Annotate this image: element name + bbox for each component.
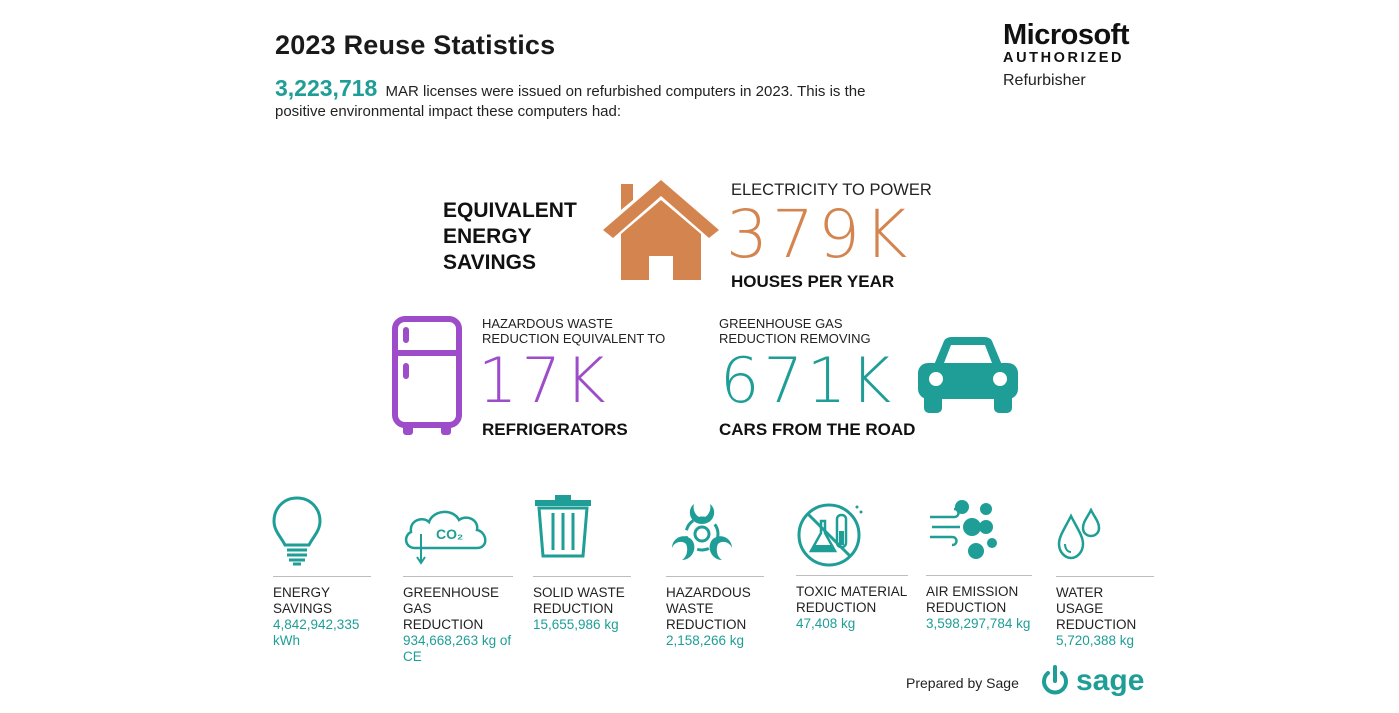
house-icon <box>601 176 721 280</box>
trash-bin-icon <box>533 493 593 559</box>
greenhouse-caption-line: GREENHOUSE GAS <box>719 316 843 331</box>
stat-energy-savings <box>273 576 371 649</box>
refrigerators-unit: REFRIGERATORS <box>482 420 628 439</box>
prepared-by: Prepared by Sage <box>906 675 1019 691</box>
intro-paragraph <box>275 75 875 122</box>
refrigerators-number: 17K <box>478 344 610 417</box>
stat-value: 2,158,266 kg <box>666 633 745 648</box>
microsoft-authorized-logo <box>1003 20 1129 90</box>
stat-value: 934,668,263 kg of CE <box>403 633 512 664</box>
cars-unit: CARS FROM THE ROAD <box>719 420 916 439</box>
stat-label: HAZARDOUS WASTE REDUCTION <box>666 585 751 632</box>
houses-unit: HOUSES PER YEAR <box>731 272 895 291</box>
stat-label: GREENHOUSE GAS REDUCTION <box>403 585 500 632</box>
stat-value: 3,598,297,784 kg <box>926 616 1031 631</box>
stat-label: ENERGY SAVINGS <box>273 585 333 616</box>
sage-wordmark: sage <box>1076 664 1145 697</box>
stat-greenhouse-gas <box>403 576 513 665</box>
logo-refurbisher: Refurbisher <box>1003 72 1086 89</box>
co2-cloud-icon <box>401 506 491 566</box>
page-title: 2023 Reuse Statistics <box>275 30 556 60</box>
water-drops-icon <box>1055 508 1103 560</box>
stat-value: 5,720,388 kg <box>1056 633 1135 648</box>
greenhouse-caption-line: REDUCTION REMOVING <box>719 331 871 346</box>
stat-value: 4,842,942,335 kWh <box>273 617 360 648</box>
stat-label: TOXIC MATERIAL REDUCTION <box>796 584 907 615</box>
stat-label: WATER USAGE REDUCTION <box>1056 585 1137 632</box>
stat-water-usage <box>1056 576 1154 649</box>
license-count: 3,223,718 <box>275 75 378 101</box>
intro-text: MAR licenses were issued on refurbished computers in 2023. This is the positive environmental impact these computers had: <box>275 83 866 120</box>
cars-number: 671K <box>720 344 895 417</box>
stat-hazardous-waste <box>666 576 764 649</box>
hazardous-caption-line: REDUCTION EQUIVALENT TO <box>482 331 666 346</box>
stat-value: 15,655,986 kg <box>533 617 619 632</box>
stat-toxic-material <box>796 575 908 632</box>
stat-label: AIR EMISSION REDUCTION <box>926 584 1019 615</box>
energy-heading-line: ENERGY <box>443 225 532 248</box>
hazardous-caption <box>482 316 665 346</box>
refrigerator-icon <box>391 315 463 437</box>
stat-label: SOLID WASTE REDUCTION <box>533 585 625 616</box>
energy-heading <box>443 198 577 276</box>
biohazard-icon <box>666 498 738 564</box>
svg-text:CO₂: CO₂ <box>436 526 464 542</box>
lightbulb-icon <box>271 495 323 567</box>
stat-air-emission <box>926 575 1032 632</box>
energy-heading-line: SAVINGS <box>443 251 536 274</box>
no-chemicals-icon <box>795 501 867 567</box>
logo-name: Microsoft <box>1003 19 1129 51</box>
hazardous-caption-line: HAZARDOUS WASTE <box>482 316 613 331</box>
stat-solid-waste <box>533 576 631 633</box>
energy-heading-line: EQUIVALENT <box>443 199 577 222</box>
houses-number: 379K <box>726 196 912 273</box>
logo-authorized: AUTHORIZED <box>1003 50 1125 66</box>
energy-caption: ELECTRICITY TO POWER <box>731 181 932 199</box>
greenhouse-caption <box>719 316 871 346</box>
car-icon <box>914 335 1022 415</box>
sage-logo <box>1040 664 1144 698</box>
air-pollution-icon <box>928 497 1000 563</box>
power-icon <box>1040 665 1070 697</box>
stat-value: 47,408 kg <box>796 616 856 631</box>
